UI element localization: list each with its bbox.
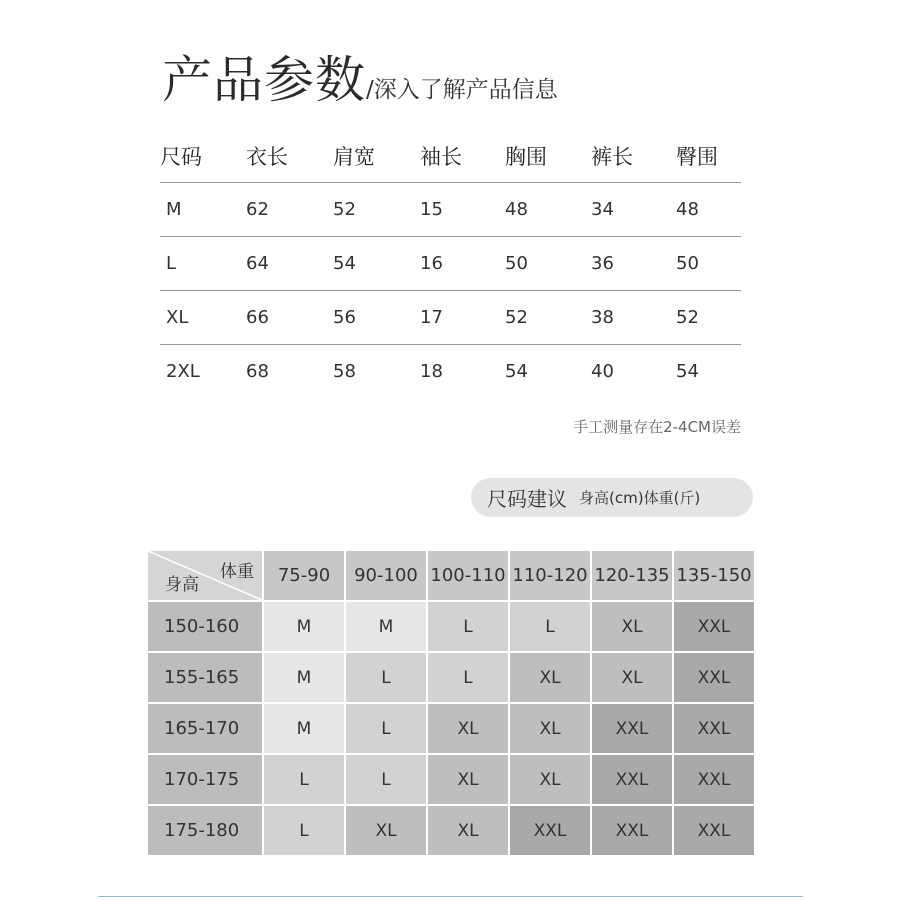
size-cell: L [428, 653, 508, 702]
header-shoulder: 肩宽 [333, 130, 420, 183]
size-cell: M [264, 653, 344, 702]
height-header: 150-160 [148, 602, 262, 651]
size-cell: XL [592, 653, 672, 702]
table-cell: 50 [505, 237, 591, 291]
table-cell: M [160, 183, 246, 237]
table-cell: 18 [420, 361, 443, 382]
header-pants-length: 裤长 [591, 130, 676, 183]
weight-header: 120-135 [592, 551, 672, 600]
table-cell: 52 [333, 183, 420, 237]
table-cell: 68 [246, 361, 269, 382]
size-cell: L [346, 653, 426, 702]
size-cell: XL [428, 755, 508, 804]
corner-weight-label: 体重 [220, 562, 254, 582]
size-cell: XXL [592, 704, 672, 753]
pill-units: 身高(cm)体重(斤) [579, 489, 701, 507]
table-cell: 64 [246, 237, 333, 291]
table-cell: 54 [505, 361, 528, 382]
table-row [160, 345, 741, 399]
header-chest: 胸围 [505, 130, 591, 183]
table-cell: 62 [246, 183, 333, 237]
table-cell: 2XL [166, 361, 200, 382]
table-cell: 36 [591, 237, 676, 291]
header-sleeve: 袖长 [420, 130, 505, 183]
table-row [148, 653, 754, 702]
rec-header-row [148, 551, 754, 600]
size-cell: XXL [674, 806, 754, 855]
size-cell: L [428, 602, 508, 651]
size-cell: XL [510, 755, 590, 804]
size-recommendation-table [146, 549, 756, 857]
size-cell: XL [428, 704, 508, 753]
table-row [160, 291, 741, 345]
size-cell: XL [346, 806, 426, 855]
table-cell: 56 [333, 291, 420, 345]
table-cell: 40 [591, 361, 614, 382]
table-cell: 50 [676, 237, 741, 291]
size-cell: XXL [674, 755, 754, 804]
size-cell: XL [592, 602, 672, 651]
title-main: 产品参数 [162, 51, 366, 109]
height-header: 170-175 [148, 755, 262, 804]
size-cell: XXL [674, 704, 754, 753]
size-cell: XXL [674, 602, 754, 651]
size-cell: XL [510, 704, 590, 753]
table-cell: 54 [676, 361, 699, 382]
size-cell: L [264, 806, 344, 855]
table-cell: 48 [676, 183, 741, 237]
page-title [162, 40, 558, 112]
title-subtitle: /深入了解产品信息 [366, 77, 558, 103]
table-cell: 16 [420, 237, 505, 291]
size-cell: L [346, 704, 426, 753]
size-cell: XL [428, 806, 508, 855]
size-cell: M [346, 602, 426, 651]
table-cell: 38 [591, 291, 676, 345]
size-cell: XXL [674, 653, 754, 702]
size-parameter-table [160, 130, 741, 398]
corner-height-label: 身高 [165, 575, 199, 595]
bottom-divider [98, 896, 803, 897]
table-row [148, 755, 754, 804]
height-header: 175-180 [148, 806, 262, 855]
size-cell: L [510, 602, 590, 651]
weight-header: 90-100 [346, 551, 426, 600]
height-header: 165-170 [148, 704, 262, 753]
size-cell: L [264, 755, 344, 804]
table-cell: 48 [505, 183, 591, 237]
table-row [160, 237, 741, 291]
table-row [160, 183, 741, 237]
size-suggestion-pill [471, 478, 753, 517]
table-cell: 54 [333, 237, 420, 291]
table-cell: 52 [676, 291, 741, 345]
rec-corner-cell [148, 551, 262, 600]
size-cell: XXL [592, 806, 672, 855]
table-cell: 17 [420, 291, 505, 345]
weight-header: 75-90 [264, 551, 344, 600]
table-cell: 15 [420, 183, 505, 237]
size-cell: L [346, 755, 426, 804]
weight-header: 110-120 [510, 551, 590, 600]
size-cell: XXL [510, 806, 590, 855]
weight-header: 135-150 [674, 551, 754, 600]
table-cell: 58 [333, 361, 356, 382]
table-cell: 66 [246, 291, 333, 345]
header-size: 尺码 [160, 130, 246, 183]
weight-header: 100-110 [428, 551, 508, 600]
pill-title: 尺码建议 [487, 487, 567, 511]
table-cell: L [160, 237, 246, 291]
size-table-header [160, 130, 741, 183]
table-row [148, 704, 754, 753]
table-cell: XL [160, 291, 246, 345]
size-cell: XL [510, 653, 590, 702]
table-cell: 52 [505, 291, 591, 345]
table-row [148, 806, 754, 855]
table-row [148, 602, 754, 651]
height-header: 155-165 [148, 653, 262, 702]
size-cell: M [264, 602, 344, 651]
measurement-note: 手工测量存在2-4CM误差 [573, 418, 741, 436]
header-hip: 臀围 [676, 130, 741, 183]
size-cell: M [264, 704, 344, 753]
table-cell: 34 [591, 183, 676, 237]
size-cell: XXL [592, 755, 672, 804]
header-length: 衣长 [246, 130, 333, 183]
